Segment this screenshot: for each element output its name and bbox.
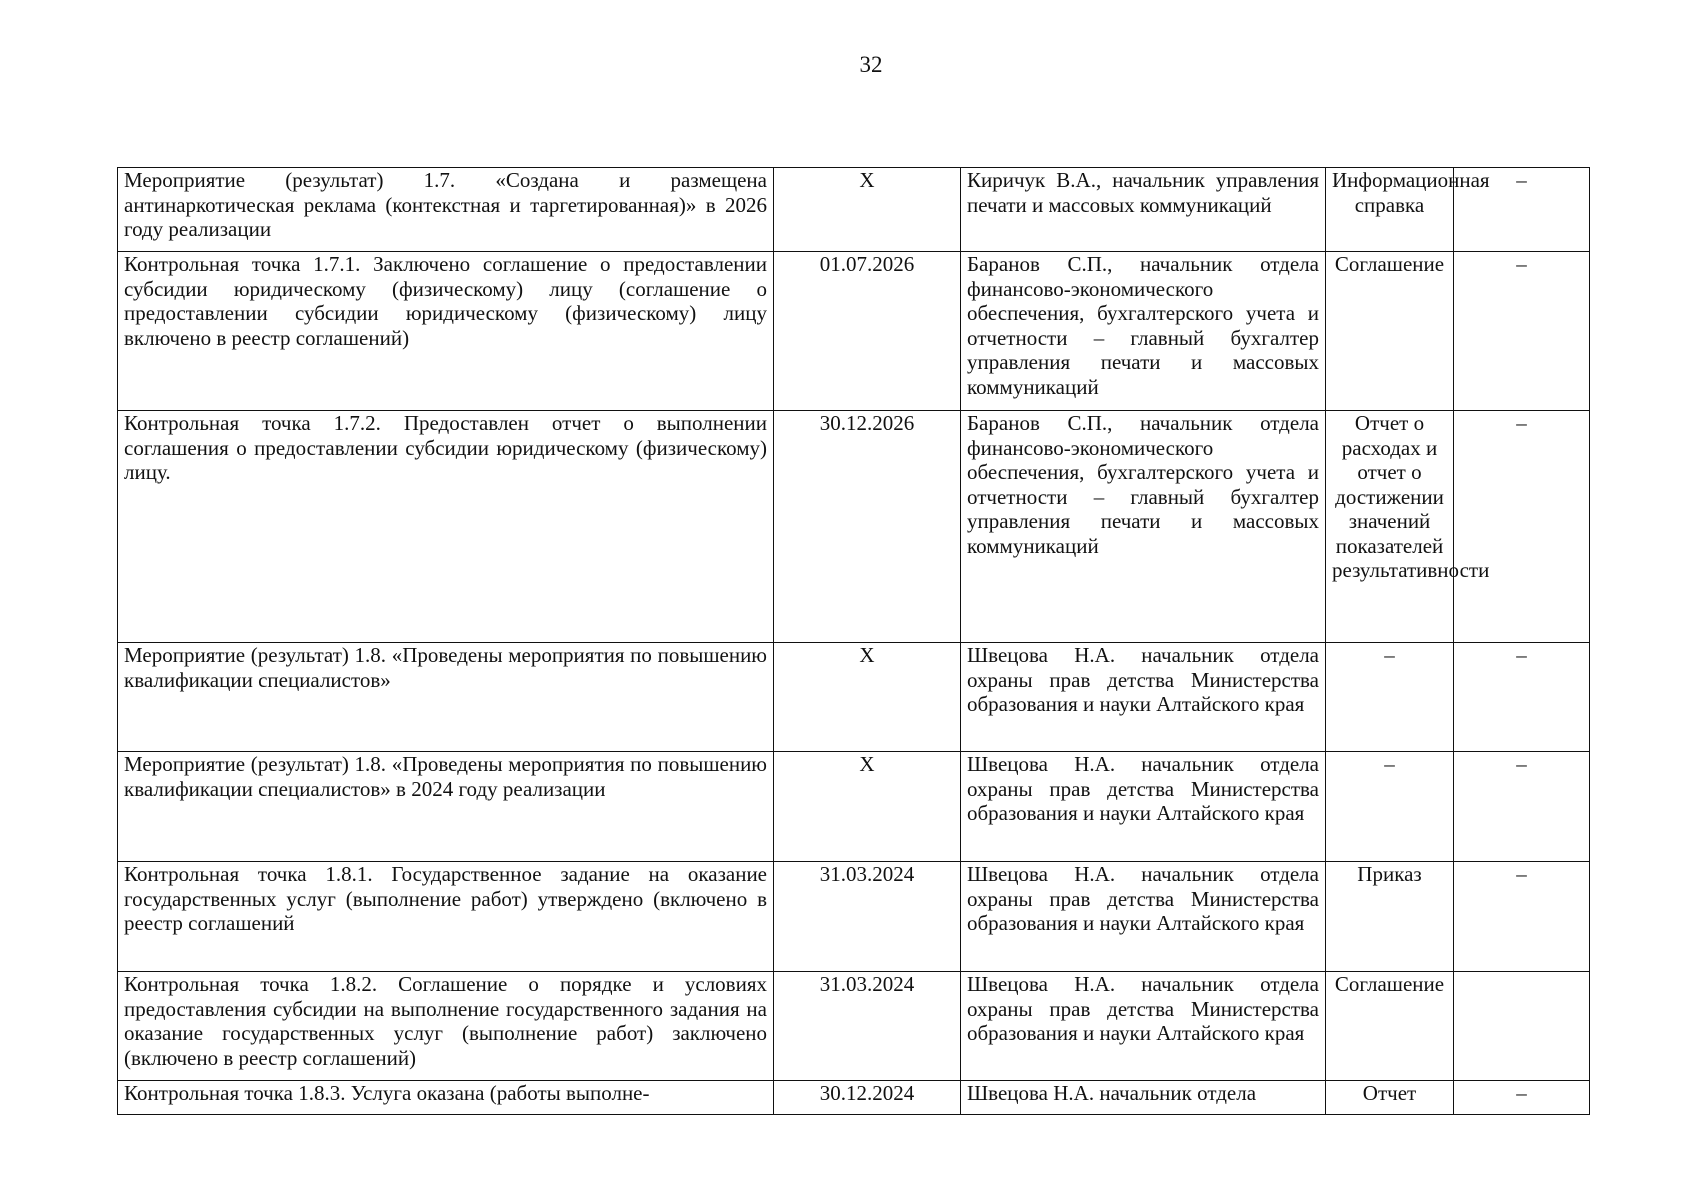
date-cell: X	[774, 643, 961, 752]
event-cell: Контрольная точка 1.7.1. Заключено соглашение о предоставлении субсидии юридическому (физическому) лицу (соглашение о предоставлении субсидии юридическому (физическому) лицу включено в реестр соглашений)	[118, 252, 774, 411]
table-row	[118, 168, 1590, 252]
event-cell: Контрольная точка 1.7.2. Предоставлен отчет о выполнении соглашения о предоставлении субсидии юридическому (физическому) лицу.	[118, 411, 774, 643]
date-cell: 01.07.2026	[774, 252, 961, 411]
event-cell: Контрольная точка 1.8.3. Услуга оказана (работы выполне-	[118, 1081, 774, 1115]
document-cell: Отчет	[1326, 1081, 1454, 1115]
responsible-cell: Швецова Н.А. начальник отдела охраны прав детства Министерства образования и науки Алтайского края	[961, 972, 1326, 1081]
table-row	[118, 1081, 1590, 1115]
note-cell: –	[1454, 643, 1590, 752]
event-cell: Контрольная точка 1.8.2. Соглашение о порядке и условиях предоставления субсидии на выполнение государственного задания на оказание государственных услуг (выполнение работ) заключено (включено в реестр соглашений)	[118, 972, 774, 1081]
document-cell: Приказ	[1326, 862, 1454, 972]
document-cell: Соглашение	[1326, 972, 1454, 1081]
event-cell: Контрольная точка 1.8.1. Государственное задание на оказание государственных услуг (выполнение работ) утверждено (включено в реестр соглашений	[118, 862, 774, 972]
table-row	[118, 862, 1590, 972]
date-cell: 30.12.2026	[774, 411, 961, 643]
date-cell: X	[774, 752, 961, 862]
note-cell: –	[1454, 411, 1590, 643]
table-row	[118, 643, 1590, 752]
event-cell: Мероприятие (результат) 1.7. «Создана и размещена антинаркотическая реклама (контекстная и таргетированная)» в 2026 году реализации	[118, 168, 774, 252]
event-cell: Мероприятие (результат) 1.8. «Проведены мероприятия по повышению квалификации специалистов»	[118, 643, 774, 752]
date-cell: 31.03.2024	[774, 862, 961, 972]
event-cell: Мероприятие (результат) 1.8. «Проведены мероприятия по повышению квалификации специалистов» в 2024 году реализации	[118, 752, 774, 862]
document-cell: Соглашение	[1326, 252, 1454, 411]
table-row	[118, 972, 1590, 1081]
document-cell: Информационная справка	[1326, 168, 1454, 252]
responsible-cell: Швецова Н.А. начальник отдела охраны прав детства Министерства образования и науки Алтайского края	[961, 752, 1326, 862]
document-cell: –	[1326, 643, 1454, 752]
table-row	[118, 752, 1590, 862]
responsible-cell: Швецова Н.А. начальник отдела охраны прав детства Министерства образования и науки Алтайского края	[961, 643, 1326, 752]
note-cell: –	[1454, 862, 1590, 972]
date-cell: X	[774, 168, 961, 252]
table-row	[118, 411, 1590, 643]
responsible-cell: Баранов С.П., начальник отдела финансово-экономического обеспечения, бухгалтерского учета и отчетности – главный бухгалтер управления печати и массовых коммуникаций	[961, 252, 1326, 411]
date-cell: 30.12.2024	[774, 1081, 961, 1115]
responsible-cell: Киричук В.А., начальник управления печати и массовых коммуникаций	[961, 168, 1326, 252]
note-cell: –	[1454, 252, 1590, 411]
page-number: 32	[859, 52, 883, 77]
date-cell: 31.03.2024	[774, 972, 961, 1081]
note-cell	[1454, 972, 1590, 1081]
table-row	[118, 252, 1590, 411]
note-cell: –	[1454, 752, 1590, 862]
note-cell: –	[1454, 168, 1590, 252]
responsible-cell: Швецова Н.А. начальник отдела	[961, 1081, 1326, 1115]
document-cell: –	[1326, 752, 1454, 862]
note-cell: –	[1454, 1081, 1590, 1115]
plan-table	[117, 167, 1590, 1115]
document-cell: Отчет о расходах и отчет о достижении значений показателей результативности	[1326, 411, 1454, 643]
responsible-cell: Швецова Н.А. начальник отдела охраны прав детства Министерства образования и науки Алтайского края	[961, 862, 1326, 972]
responsible-cell: Баранов С.П., начальник отдела финансово-экономического обеспечения, бухгалтерского учета и отчетности – главный бухгалтер управления печати и массовых коммуникаций	[961, 411, 1326, 643]
